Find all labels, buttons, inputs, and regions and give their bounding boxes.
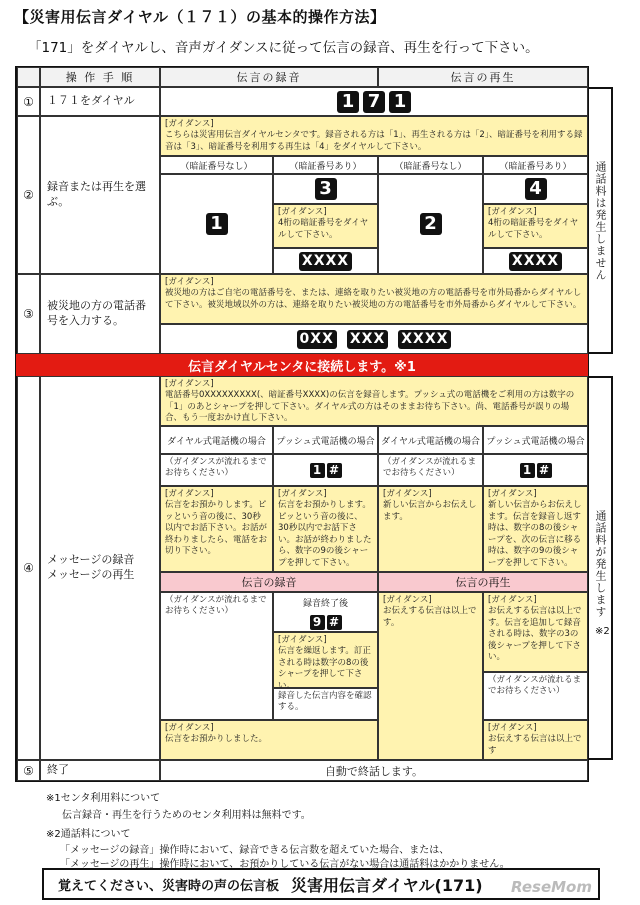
- connect-banner: 伝言ダイヤルセンタに接続します。※1: [16, 354, 588, 376]
- play-push-keys: [483, 454, 588, 486]
- key-1-push-play: 1: [520, 463, 535, 478]
- play-push-wait: （ガイダンスが流れるまでお待ちください）: [483, 672, 588, 720]
- note2-title: ※2通話料について: [46, 829, 131, 840]
- rec-push-keys: [273, 454, 378, 486]
- free-label: 通話料は発生しません: [594, 160, 607, 281]
- rec-rotary-header: ダイヤル式電話機の場合: [160, 426, 273, 454]
- key-1b: 1: [389, 91, 411, 113]
- header-play: 伝言の再生: [378, 67, 588, 87]
- play-push-end-guidance: [ガイダンス] お伝えする伝言は以上です。伝言を追加して録音される時は、数字の3の後シャープを押して下さい。: [483, 592, 588, 672]
- col-rec-nopin: （暗証番号なし）: [160, 156, 273, 174]
- charge-label: 通話料が発生します: [594, 510, 607, 618]
- key-1-record: 1: [206, 213, 228, 235]
- row4-guidance: [ガイダンス] 電話番号0XXXXXXXXX(、暗証番号XXXX)の伝言を録音します。プッシュ式の電話機をご利用の方は数字の「1」のあとシャープを押して下さい。ダイヤル式の方はそのままお待ち下さい。尚、電話番号が誤りの場合、もう一度おかけ直し下さい。: [160, 376, 588, 426]
- key-9: 9: [310, 615, 325, 630]
- play-rotary-end-guidance: [ガイダンス] お伝えする伝言は以上です。: [378, 592, 483, 760]
- confirm-guidance: [ガイダンス] 伝言を繰返します。訂正される時は数字の8の後シャープを押して下さい。: [273, 632, 378, 688]
- note2-line1: 「メッセージの録音」操作時において、録音できる伝言数を超えていた場合、または、: [60, 845, 450, 856]
- key-1-push-record: 1: [310, 463, 325, 478]
- header-steps: 操 作 手 順: [40, 67, 160, 87]
- hash-key-play: #: [537, 463, 552, 478]
- footer-slogan: 覚えてください、災害時の声の伝言板: [58, 878, 280, 894]
- row2-label: 録音または再生を選ぶ。: [40, 116, 160, 274]
- rec-pin-code-cell: [273, 248, 378, 274]
- row3-number: ③: [17, 274, 40, 354]
- play-push-guidance: [ガイダンス] 新しい伝言からお伝えします。伝言を録音し返す時は、数字の8の後シャープを、次の伝言に移る時は、数字の9の後シャープを押して下さい。: [483, 486, 588, 572]
- row5-label: 終了: [40, 760, 160, 781]
- play-pin-key-cell: [483, 174, 588, 204]
- hash-key-confirm: #: [327, 615, 342, 630]
- header-num: [17, 67, 40, 87]
- rec-rotary-wait: （ガイダンスが流れるまでお待ちください）: [160, 454, 273, 486]
- charge-note: ※2: [595, 626, 610, 637]
- row5-number: ⑤: [17, 760, 40, 781]
- col-rec-pin: （暗証番号あり）: [273, 156, 378, 174]
- rec-pin-guidance: [ガイダンス] 4桁の暗証番号をダイヤルして下さい。: [273, 204, 378, 248]
- hash-key-record: #: [327, 463, 342, 478]
- play-push-final-guidance: [ガイダンス] お伝えする伝言は以上です: [483, 720, 588, 760]
- phone-number-keys: [160, 324, 588, 354]
- free-bracket: [589, 87, 613, 354]
- col-play-pin: （暗証番号あり）: [483, 156, 588, 174]
- rec-push-guidance: [ガイダンス] 伝言をお預かりします。ピッという音の後に、30秒以内でお話下さい。お話が終わりましたら、数字の9の後シャープを押して下さい。: [273, 486, 378, 572]
- key-1: 1: [337, 91, 359, 113]
- watermark-logo: ReseMom: [511, 878, 592, 896]
- key-3-record-pin: 3: [315, 178, 337, 200]
- row4-number: ④: [17, 376, 40, 760]
- footer-brand: 災害用伝言ダイヤル(171): [291, 875, 483, 895]
- rec-wait-cell: （ガイダンスが流れるまでお待ちください）: [160, 592, 273, 720]
- dial-171-keys: [160, 87, 588, 116]
- row1-label: １７１をダイヤル: [40, 87, 160, 116]
- note1-title: ※1センタ利用料について: [46, 793, 161, 804]
- col-play-nopin: （暗証番号なし）: [378, 156, 483, 174]
- row2-number: ②: [17, 116, 40, 274]
- rec-nopin-cell: [160, 174, 273, 274]
- charge-bracket: [589, 376, 613, 760]
- play-nopin-cell: [378, 174, 483, 274]
- play-pin-code-cell: [483, 248, 588, 274]
- key-4-play-pin: 4: [525, 178, 547, 200]
- play-rotary-header: ダイヤル式電話機の場合: [378, 426, 483, 454]
- row4-label: メッセージの録音 メッセージの再生: [40, 376, 160, 760]
- confirm-done: 録音した伝言内容を確認する。: [273, 688, 378, 720]
- row1-number: ①: [17, 87, 40, 116]
- footer-banner: [42, 868, 600, 900]
- row2-guidance: [ガイダンス] こちらは災害用伝言ダイヤルセンタです。録音される方は「1」、再生される方は「2」、暗証番号を利用する録音は「3」、暗証番号を利用する再生は「4」をダイヤルして下さい。: [160, 116, 588, 156]
- page-title: 【災害用伝言ダイヤル（１７１）の基本的操作方法】: [14, 8, 386, 26]
- note1-body: 伝言録音・再生を行うためのセンタ利用料は無料です。: [62, 810, 311, 821]
- play-rotary-guidance: [ガイダンス] 新しい伝言からお伝えします。: [378, 486, 483, 572]
- play-push-header: プッシュ式電話機の場合: [483, 426, 588, 454]
- sub-play-header: 伝言の再生: [378, 572, 588, 592]
- intro-text: 「171」をダイヤルし、音声ガイダンスに従って伝言の録音、再生を行って下さい。: [28, 40, 539, 56]
- key-7: 7: [363, 91, 385, 113]
- pin-code-play: XXXX: [509, 252, 562, 271]
- rec-pin-key-cell: [273, 174, 378, 204]
- play-rotary-wait: （ガイダンスが流れるまでお待ちください）: [378, 454, 483, 486]
- play-pin-guidance: [ガイダンス] 4桁の暗証番号をダイヤルして下さい。: [483, 204, 588, 248]
- rec-end-label: 録音終了後: [302, 599, 348, 609]
- subscriber-key: XXXX: [398, 330, 451, 349]
- note2-line2: 「メッセージの再生」操作時において、お預かりしている伝言がない場合は通話料はかかりません。: [60, 859, 510, 870]
- rec-rotary-guidance: [ガイダンス] 伝言をお預かりします。ピッという音の後に、30秒以内でお話下さい。お話が終わりましたら、電話をお切り下さい。: [160, 486, 273, 572]
- exchange-key: XXX: [347, 330, 388, 349]
- row3-guidance: [ガイダンス] 被災地の方はご自宅の電話番号を、または、連絡を取りたい被災地の方の電話番号を市外局番からダイヤルして下さい。被災地域以外の方は、連絡を取りたい被災地の方の電話番号を市外局番からダイヤルして下さい。: [160, 274, 588, 324]
- area-code-key: 0XX: [297, 330, 337, 349]
- row3-label: 被災地の方の電話番号を入力する。: [40, 274, 160, 354]
- row5-text: 自動で終話します。: [160, 760, 588, 781]
- rec-push-header: プッシュ式電話機の場合: [273, 426, 378, 454]
- pin-code-record: XXXX: [299, 252, 352, 271]
- sub-record-header: 伝言の録音: [160, 572, 378, 592]
- key-2-play: 2: [420, 213, 442, 235]
- rec-end-cell: [273, 592, 378, 632]
- header-record: 伝言の録音: [160, 67, 378, 87]
- stored-guidance: [ガイダンス] 伝言をお預かりしました。: [160, 720, 378, 760]
